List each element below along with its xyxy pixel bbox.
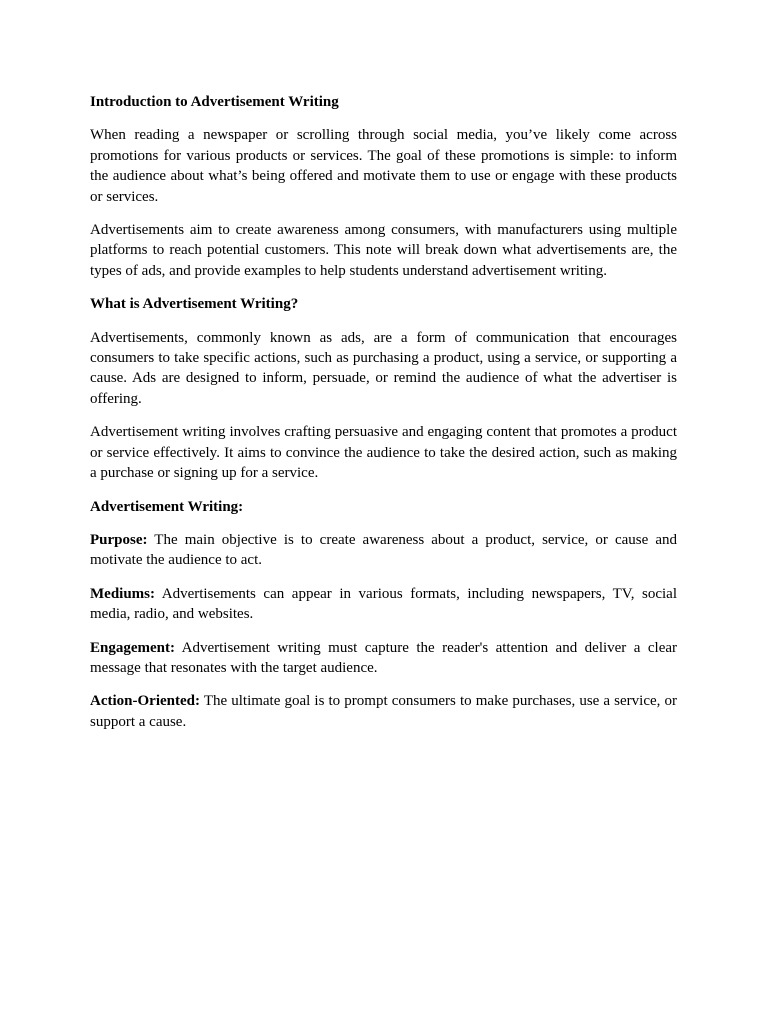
feature-text-action-oriented: The ultimate goal is to prompt consumers to make purchases, use a service, or support a cause.: [90, 693, 677, 730]
what-is-paragraph-1: Advertisements, commonly known as ads, are a form of communication that encourages consumers to take specific actions, such as purchasing a product, using a service, or supporting a cause. Ads are designed to inform, persuade, or remind the audience of what the advertiser is offering.: [90, 329, 677, 407]
feature-text-purpose: The main objective is to create awareness about a product, service, or cause and motivate the audience to act.: [90, 531, 677, 569]
feature-text-engagement: Advertisement writing must capture the reader's attention and deliver a clear message that resonates with the target audience.: [90, 639, 677, 676]
intro-paragraph-2: Advertisements aim to create awareness among consumers, with manufacturers using multiple platforms to reach potential customers. This note will break down what advertisements are, the types of ads, and provide examples to help students understand advertisement writing.: [90, 222, 677, 279]
document-page: [90, 92, 677, 745]
feature-engagement: [90, 638, 677, 679]
feature-term-action-oriented: Action-Oriented:: [90, 693, 200, 710]
feature-mediums: [90, 584, 677, 625]
features-heading: Advertisement Writing:: [90, 498, 244, 515]
intro-heading: Introduction to Advertisement Writing: [90, 94, 339, 110]
intro-paragraph-1: When reading a newspaper or scrolling through social media, you’ve likely come across promotions for various products or services. The goal of these promotions is simple: to inform the audience about what’s being offered and motivate them to use or engage with these products or services.: [90, 127, 677, 205]
feature-term-engagement: Engagement:: [90, 639, 175, 656]
feature-text-mediums: Advertisements can appear in various formats, including newspapers, TV, social media, radio, and websites.: [90, 585, 677, 623]
feature-term-mediums: Mediums:: [90, 585, 155, 602]
feature-term-purpose: Purpose:: [90, 531, 148, 548]
what-is-paragraph-2: Advertisement writing involves crafting persuasive and engaging content that promotes a product or service effectively. It aims to convince the audience to take the desired action, such as making a purchase or signing up for a service.: [90, 424, 677, 482]
feature-purpose: [90, 530, 677, 571]
feature-action-oriented: [90, 691, 677, 732]
what-is-heading: What is Advertisement Writing?: [90, 296, 299, 313]
